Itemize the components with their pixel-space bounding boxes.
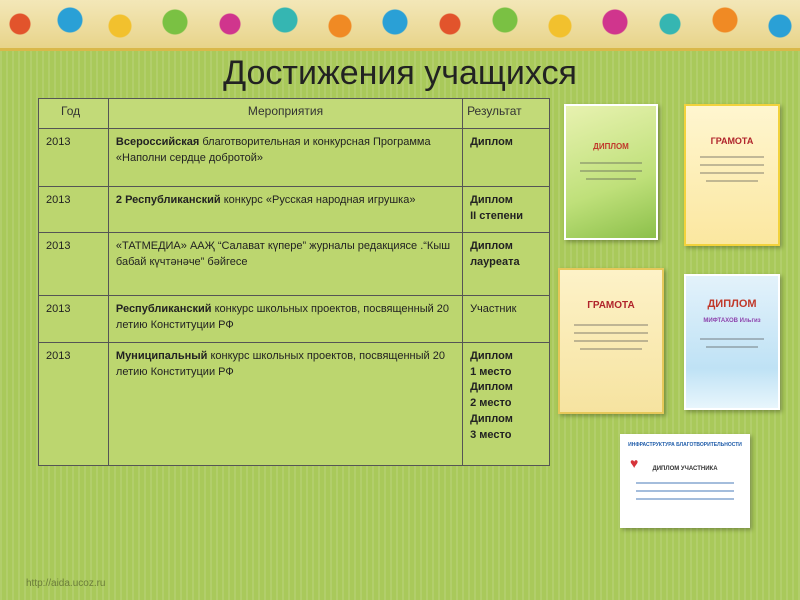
- table-row: [39, 296, 550, 342]
- footer-url: http://aida.ucoz.ru: [26, 578, 106, 589]
- row-year: 2013: [39, 186, 109, 232]
- result-line: Диплом: [470, 349, 513, 362]
- event-bold-text: Республиканский: [115, 303, 212, 316]
- certificate-3-title: ГРАМОТА: [587, 300, 635, 311]
- row-year: 2013: [39, 232, 109, 296]
- header-result: Результат: [463, 99, 550, 129]
- table-row: [39, 186, 550, 232]
- row-result: [463, 186, 550, 232]
- result-line: Диплом: [470, 239, 513, 252]
- event-text: благотворительная и конкурсная Программа «Наполни сердце добротой»: [115, 136, 431, 164]
- header-event: Мероприятия: [108, 99, 462, 129]
- result-line: Диплом: [470, 136, 513, 148]
- row-result: [463, 342, 550, 465]
- event-text: конкурс школьных проектов, посвященный 20 летию Конституции РФ: [115, 303, 450, 332]
- row-result: [463, 129, 550, 187]
- row-event: [108, 129, 462, 187]
- certificate-2-title: ГРАМОТА: [710, 136, 754, 146]
- row-year: 2013: [39, 342, 109, 465]
- event-text: конкурс школьных проектов, посвященный 20 летию Конституции РФ: [115, 349, 445, 378]
- event-bold-text: Муниципальный: [115, 349, 208, 362]
- certificate-5-title: ДИПЛОМ УЧАСТНИКА: [652, 466, 718, 472]
- page-title: Достижения учащихся: [223, 54, 577, 92]
- row-event: [108, 296, 462, 342]
- event-bold-text: Всероссийская: [115, 136, 200, 148]
- row-result: [463, 232, 550, 296]
- certificate-image-5: [620, 434, 750, 528]
- heart-icon: ♥: [630, 455, 639, 471]
- result-line: Диплом: [470, 413, 513, 426]
- result-line: Диплом: [470, 193, 513, 206]
- result-line: 1 место: [470, 365, 512, 378]
- header-year: Год: [39, 99, 109, 129]
- certificate-4-name: МИФТАХОВ Ильгиз: [703, 318, 761, 324]
- row-result: [463, 296, 550, 342]
- event-text: конкурс «Русская народная игрушка»: [220, 193, 416, 206]
- row-event: [108, 232, 462, 296]
- result-line: Диплом: [470, 381, 513, 394]
- row-year: 2013: [39, 129, 109, 187]
- event-text: «ТАТМЕДИА» ААҖ “Салават күпере” журналы редакциясе .“Кыш бабай күчтәнәче” бәйгесе: [115, 239, 451, 268]
- certificate-4-title: ДИПЛОМ: [707, 298, 757, 310]
- certificate-image-1: [564, 104, 658, 240]
- achievements-table: [38, 98, 550, 466]
- result-line: 2 место: [470, 397, 512, 410]
- table-row: [39, 129, 550, 187]
- result-line: 3 место: [470, 429, 512, 442]
- row-year: 2013: [39, 296, 109, 342]
- table-row: [39, 342, 550, 465]
- certificate-image-2: [684, 104, 780, 246]
- row-event: [108, 186, 462, 232]
- certificate-image-3: [558, 268, 664, 414]
- result-line: II степени: [470, 209, 524, 222]
- result-line: лауреата: [470, 255, 520, 268]
- certificate-image-4: [684, 274, 780, 410]
- table-row: [39, 232, 550, 296]
- certificate-5-org: ИНФРАСТРУКТУРА БЛАГОТВОРИТЕЛЬНОСТИ: [628, 442, 742, 448]
- result-line: Участник: [470, 303, 517, 316]
- certificate-1-title: ДИПЛОМ: [593, 142, 629, 151]
- row-event: [108, 342, 462, 465]
- event-bold-text: 2 Республиканский: [115, 193, 221, 206]
- decorative-banner: [0, 0, 800, 51]
